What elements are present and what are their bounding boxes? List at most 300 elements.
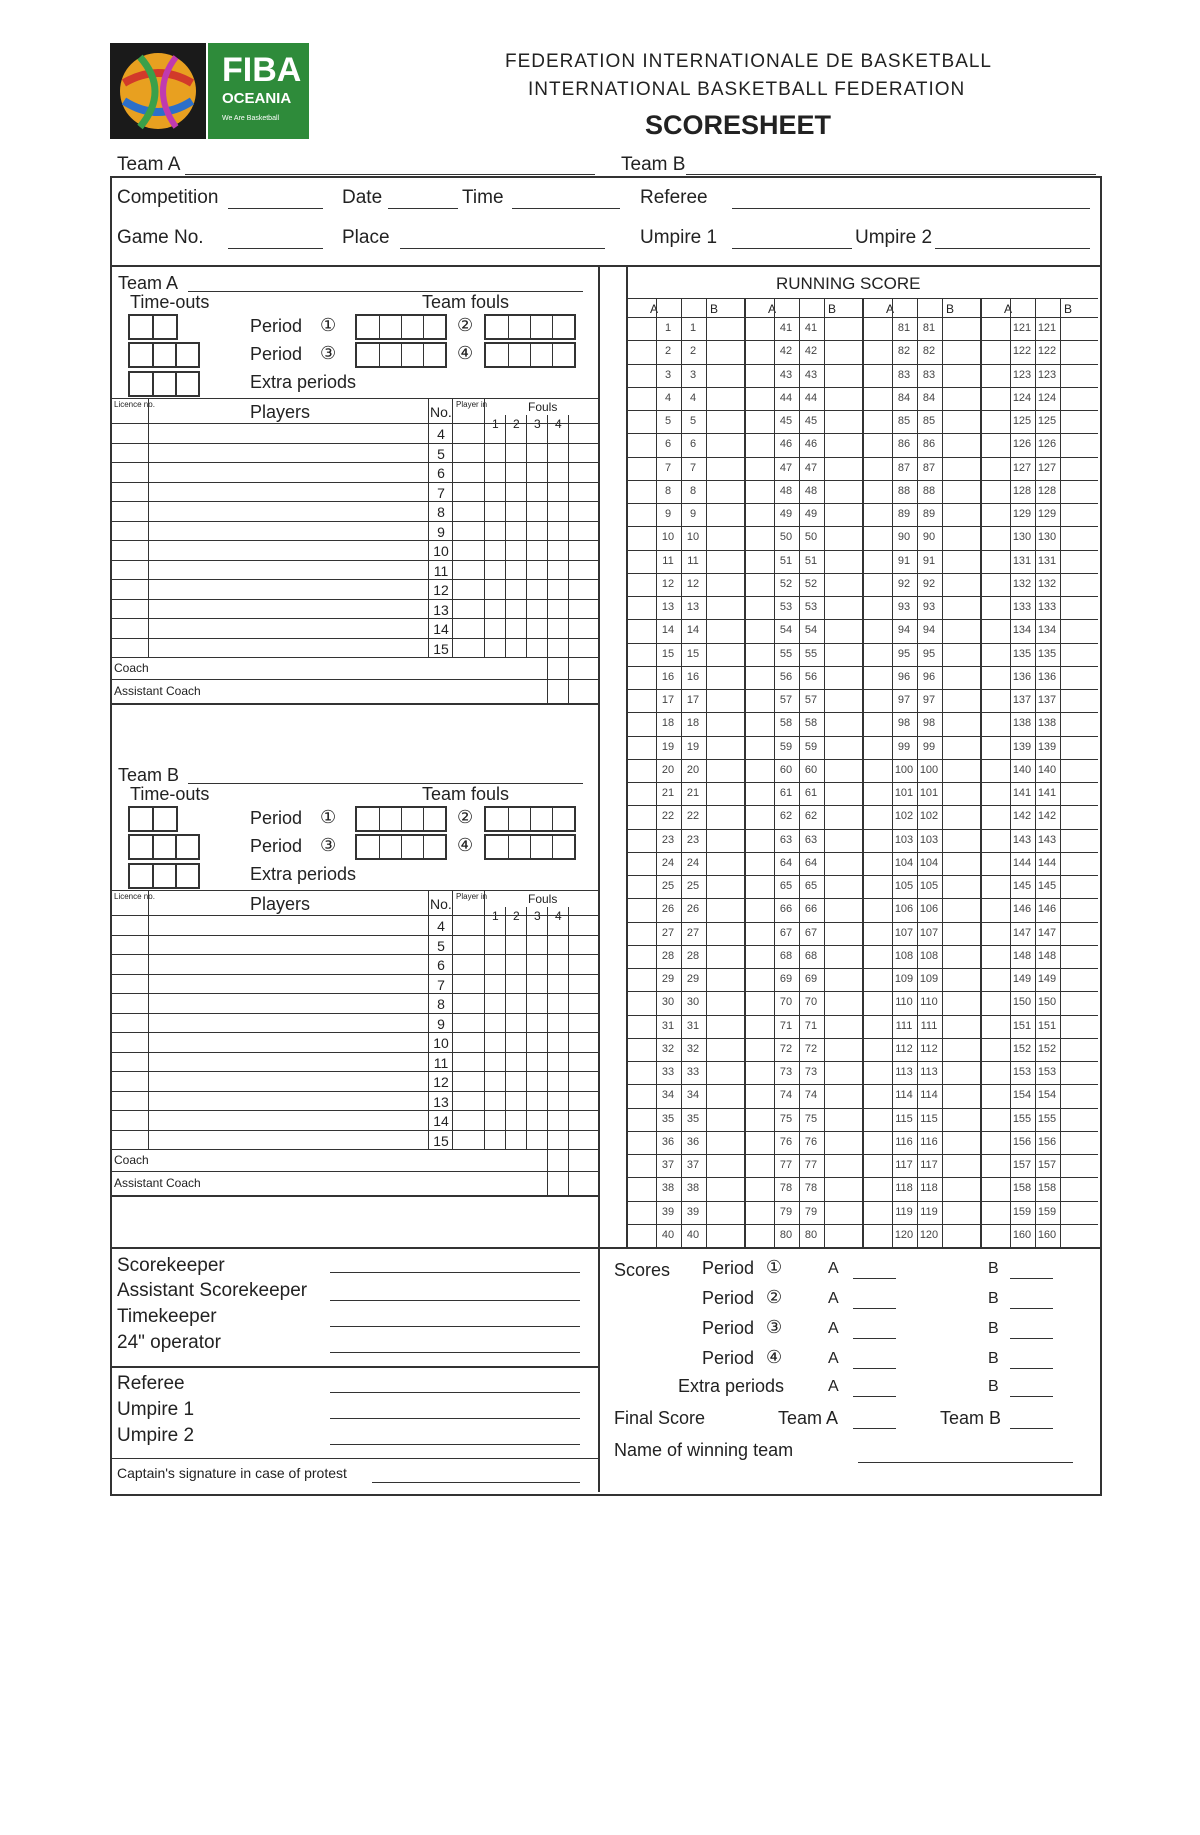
team-b-player-name-cell[interactable]: [150, 1092, 426, 1110]
running-score-cell-b-11[interactable]: 11: [687, 554, 699, 567]
running-score-cell-a-150[interactable]: 150: [1012, 996, 1032, 1009]
running-score-cell-a-106[interactable]: 106: [894, 903, 914, 916]
team-a-player-name-cell[interactable]: [150, 424, 426, 442]
running-score-cell-a-91[interactable]: 91: [897, 554, 911, 567]
running-score-cell-b-152[interactable]: 152: [1037, 1042, 1057, 1055]
running-score-cell-b-13[interactable]: 13: [686, 601, 700, 613]
running-score-cell-b-38[interactable]: 38: [686, 1182, 700, 1195]
running-score-cell-a-19[interactable]: 19: [661, 740, 675, 753]
team-a-player-name-cell[interactable]: [150, 600, 426, 618]
running-score-cell-a-60[interactable]: 60: [779, 763, 793, 776]
running-score-cell-a-22[interactable]: 22: [661, 810, 675, 823]
timekeeper-field[interactable]: [330, 1326, 580, 1327]
running-score-cell-b-120[interactable]: 120: [919, 1228, 939, 1241]
game-no-field[interactable]: [228, 248, 323, 249]
running-score-cell-a-100[interactable]: 100: [894, 763, 914, 776]
running-score-cell-b-123[interactable]: 123: [1037, 368, 1057, 381]
captain-field[interactable]: [372, 1482, 580, 1483]
team-b-team-fouls-period-4[interactable]: [484, 834, 576, 860]
team-a-player-name-cell[interactable]: [150, 561, 426, 579]
running-score-cell-b-76[interactable]: 76: [804, 1135, 818, 1148]
running-score-cell-a-11[interactable]: 11: [662, 554, 674, 567]
running-score-cell-b-9[interactable]: 9: [689, 508, 697, 520]
running-score-cell-b-16[interactable]: 16: [686, 670, 700, 683]
running-score-cell-b-101[interactable]: 101: [919, 787, 939, 799]
running-score-cell-a-72[interactable]: 72: [779, 1042, 793, 1055]
running-score-cell-b-143[interactable]: 143: [1037, 833, 1057, 846]
running-score-cell-a-128[interactable]: 128: [1012, 484, 1032, 497]
running-score-cell-b-127[interactable]: 127: [1037, 461, 1057, 474]
umpire1-top-field[interactable]: [732, 248, 852, 249]
running-score-cell-a-34[interactable]: 34: [661, 1089, 675, 1102]
running-score-cell-b-100[interactable]: 100: [919, 763, 939, 776]
running-score-cell-b-33[interactable]: 33: [686, 1066, 700, 1078]
running-score-cell-a-52[interactable]: 52: [779, 577, 793, 590]
running-score-cell-b-64[interactable]: 64: [804, 856, 818, 869]
running-score-cell-a-154[interactable]: 154: [1012, 1089, 1032, 1102]
running-score-cell-a-84[interactable]: 84: [897, 391, 911, 404]
running-score-cell-b-54[interactable]: 54: [804, 624, 818, 637]
team-b-player-name-cell[interactable]: [150, 1053, 426, 1071]
running-score-cell-a-129[interactable]: 129: [1012, 508, 1032, 520]
running-score-cell-b-103[interactable]: 103: [919, 833, 939, 846]
running-score-cell-a-13[interactable]: 13: [661, 601, 675, 613]
running-score-cell-a-136[interactable]: 136: [1012, 670, 1032, 683]
running-score-cell-b-145[interactable]: 145: [1037, 880, 1057, 892]
running-score-cell-b-7[interactable]: 7: [689, 461, 697, 474]
running-score-cell-b-157[interactable]: 157: [1037, 1159, 1057, 1171]
team-a-player-name-cell[interactable]: [150, 444, 426, 462]
running-score-cell-b-19[interactable]: 19: [686, 740, 700, 753]
running-score-cell-a-59[interactable]: 59: [779, 740, 793, 753]
running-score-cell-a-8[interactable]: 8: [664, 484, 672, 497]
running-score-cell-b-133[interactable]: 133: [1037, 601, 1057, 613]
running-score-cell-a-23[interactable]: 23: [661, 833, 675, 846]
running-score-cell-b-74[interactable]: 74: [804, 1089, 818, 1102]
running-score-cell-b-116[interactable]: 116: [920, 1135, 938, 1148]
running-score-cell-a-15[interactable]: 15: [661, 647, 675, 660]
running-score-cell-a-127[interactable]: 127: [1012, 461, 1032, 474]
team-b-player-name-cell[interactable]: [150, 1131, 426, 1149]
team-b-name-line[interactable]: [188, 783, 583, 784]
running-score-cell-a-88[interactable]: 88: [897, 484, 911, 497]
running-score-cell-b-37[interactable]: 37: [686, 1159, 700, 1171]
running-score-cell-b-36[interactable]: 36: [686, 1135, 700, 1148]
team-a-team-fouls-period-3[interactable]: [355, 342, 447, 368]
team-b-player-name-cell[interactable]: [150, 916, 426, 934]
running-score-cell-a-46[interactable]: 46: [779, 438, 793, 451]
running-score-cell-a-153[interactable]: 153: [1012, 1066, 1032, 1078]
running-score-cell-a-10[interactable]: 10: [661, 531, 675, 544]
running-score-cell-a-122[interactable]: 122: [1012, 345, 1032, 358]
running-score-cell-a-83[interactable]: 83: [897, 368, 911, 381]
running-score-cell-b-137[interactable]: 137: [1037, 694, 1057, 706]
running-score-cell-a-121[interactable]: 121: [1012, 322, 1032, 334]
running-score-cell-b-87[interactable]: 87: [922, 461, 936, 474]
running-score-cell-b-62[interactable]: 62: [804, 810, 818, 823]
team-a-player-name-cell[interactable]: [150, 483, 426, 501]
running-score-cell-b-139[interactable]: 139: [1037, 740, 1057, 753]
running-score-cell-b-144[interactable]: 144: [1037, 856, 1057, 869]
running-score-cell-a-7[interactable]: 7: [664, 461, 672, 474]
running-score-cell-a-109[interactable]: 109: [894, 973, 914, 985]
scores-a-field-2[interactable]: [853, 1308, 896, 1309]
running-score-cell-b-104[interactable]: 104: [919, 856, 939, 869]
running-score-cell-a-5[interactable]: 5: [664, 415, 672, 427]
running-score-cell-a-54[interactable]: 54: [779, 624, 793, 637]
running-score-cell-b-17[interactable]: 17: [686, 694, 700, 706]
running-score-cell-a-47[interactable]: 47: [779, 461, 793, 474]
running-score-cell-b-60[interactable]: 60: [804, 763, 818, 776]
running-score-cell-b-142[interactable]: 142: [1037, 810, 1057, 823]
time-field[interactable]: [512, 208, 620, 209]
running-score-cell-b-148[interactable]: 148: [1037, 949, 1057, 962]
referee-field[interactable]: [330, 1392, 580, 1393]
running-score-cell-b-27[interactable]: 27: [686, 926, 700, 939]
running-score-cell-a-156[interactable]: 156: [1012, 1135, 1032, 1148]
running-score-cell-a-33[interactable]: 33: [661, 1066, 675, 1078]
running-score-cell-a-41[interactable]: 41: [779, 322, 793, 334]
running-score-cell-b-109[interactable]: 109: [919, 973, 939, 985]
running-score-cell-b-159[interactable]: 159: [1037, 1205, 1057, 1218]
running-score-cell-b-95[interactable]: 95: [922, 647, 936, 660]
running-score-cell-a-99[interactable]: 99: [897, 740, 911, 753]
umpire2-field[interactable]: [330, 1444, 580, 1445]
running-score-cell-b-81[interactable]: 81: [922, 322, 936, 334]
running-score-cell-a-20[interactable]: 20: [661, 763, 675, 776]
running-score-cell-b-20[interactable]: 20: [686, 763, 700, 776]
running-score-cell-a-145[interactable]: 145: [1012, 880, 1032, 892]
team-a-player-name-cell[interactable]: [150, 619, 426, 637]
team-b-player-name-cell[interactable]: [150, 955, 426, 973]
running-score-cell-a-155[interactable]: 155: [1012, 1112, 1032, 1125]
running-score-cell-a-151[interactable]: 151: [1012, 1019, 1032, 1032]
running-score-cell-b-35[interactable]: 35: [686, 1112, 700, 1125]
running-score-cell-b-5[interactable]: 5: [689, 415, 697, 427]
running-score-cell-a-159[interactable]: 159: [1012, 1205, 1032, 1218]
umpire1-field[interactable]: [330, 1418, 580, 1419]
running-score-cell-a-78[interactable]: 78: [779, 1182, 793, 1195]
running-score-cell-a-134[interactable]: 134: [1012, 624, 1032, 637]
running-score-cell-a-18[interactable]: 18: [661, 717, 675, 730]
scores-b-field-1[interactable]: [1010, 1278, 1053, 1279]
running-score-cell-a-87[interactable]: 87: [897, 461, 911, 474]
running-score-cell-a-95[interactable]: 95: [897, 647, 911, 660]
date-field[interactable]: [388, 208, 458, 209]
running-score-cell-b-150[interactable]: 150: [1037, 996, 1057, 1009]
running-score-cell-b-138[interactable]: 138: [1037, 717, 1057, 730]
running-score-cell-a-126[interactable]: 126: [1012, 438, 1032, 451]
team-a-timeout-box-1[interactable]: [128, 314, 178, 340]
running-score-cell-a-148[interactable]: 148: [1012, 949, 1032, 962]
running-score-cell-a-146[interactable]: 146: [1012, 903, 1032, 916]
running-score-cell-b-22[interactable]: 22: [686, 810, 700, 823]
running-score-cell-a-90[interactable]: 90: [897, 531, 911, 544]
running-score-cell-a-96[interactable]: 96: [897, 670, 911, 683]
running-score-cell-a-152[interactable]: 152: [1012, 1042, 1032, 1055]
running-score-cell-a-133[interactable]: 133: [1012, 601, 1032, 613]
running-score-cell-b-6[interactable]: 6: [689, 438, 697, 451]
running-score-cell-b-93[interactable]: 93: [922, 601, 936, 613]
running-score-cell-b-70[interactable]: 70: [804, 996, 818, 1009]
running-score-cell-b-126[interactable]: 126: [1037, 438, 1057, 451]
running-score-cell-a-66[interactable]: 66: [779, 903, 793, 916]
running-score-cell-a-140[interactable]: 140: [1012, 763, 1032, 776]
running-score-cell-a-104[interactable]: 104: [894, 856, 914, 869]
running-score-cell-b-154[interactable]: 154: [1037, 1089, 1057, 1102]
running-score-cell-a-68[interactable]: 68: [779, 949, 793, 962]
running-score-cell-b-44[interactable]: 44: [804, 391, 818, 404]
running-score-cell-b-130[interactable]: 130: [1037, 531, 1057, 544]
running-score-cell-a-113[interactable]: 113: [895, 1066, 913, 1078]
running-score-cell-b-21[interactable]: 21: [686, 787, 700, 799]
running-score-cell-a-9[interactable]: 9: [664, 508, 672, 520]
running-score-cell-a-138[interactable]: 138: [1012, 717, 1032, 730]
running-score-cell-a-71[interactable]: 71: [779, 1019, 793, 1032]
running-score-cell-b-2[interactable]: 2: [689, 345, 697, 358]
running-score-cell-a-6[interactable]: 6: [664, 438, 672, 451]
running-score-cell-b-115[interactable]: 115: [920, 1112, 938, 1125]
running-score-cell-a-108[interactable]: 108: [894, 949, 914, 962]
team-b-team-fouls-period-3[interactable]: [355, 834, 447, 860]
running-score-cell-b-84[interactable]: 84: [922, 391, 936, 404]
team-b-timeout-box-3[interactable]: [128, 863, 200, 889]
running-score-cell-a-124[interactable]: 124: [1012, 391, 1032, 404]
running-score-cell-b-158[interactable]: 158: [1037, 1182, 1057, 1195]
running-score-cell-b-28[interactable]: 28: [686, 949, 700, 962]
team-b-timeout-box-2[interactable]: [128, 834, 200, 860]
running-score-cell-a-4[interactable]: 4: [664, 391, 672, 404]
running-score-cell-a-43[interactable]: 43: [779, 368, 793, 381]
assistant-scorekeeper-field[interactable]: [330, 1300, 580, 1301]
running-score-cell-a-119[interactable]: 119: [895, 1205, 913, 1218]
running-score-cell-b-3[interactable]: 3: [689, 368, 697, 381]
team-b-team-fouls-period-2[interactable]: [484, 806, 576, 832]
running-score-cell-b-82[interactable]: 82: [922, 345, 936, 358]
running-score-cell-b-134[interactable]: 134: [1037, 624, 1057, 637]
running-score-cell-b-56[interactable]: 56: [804, 670, 818, 683]
running-score-cell-a-112[interactable]: 112: [895, 1042, 913, 1055]
running-score-cell-a-105[interactable]: 105: [894, 880, 914, 892]
team-b-player-name-cell[interactable]: [150, 994, 426, 1012]
running-score-cell-b-80[interactable]: 80: [804, 1228, 818, 1241]
running-score-cell-a-61[interactable]: 61: [779, 787, 793, 799]
running-score-cell-a-44[interactable]: 44: [779, 391, 793, 404]
running-score-cell-b-23[interactable]: 23: [686, 833, 700, 846]
running-score-cell-a-97[interactable]: 97: [897, 694, 911, 706]
running-score-cell-b-156[interactable]: 156: [1037, 1135, 1057, 1148]
running-score-cell-b-42[interactable]: 42: [804, 345, 818, 358]
running-score-cell-b-26[interactable]: 26: [686, 903, 700, 916]
team-b-player-name-cell[interactable]: [150, 1014, 426, 1032]
running-score-cell-a-58[interactable]: 58: [779, 717, 793, 730]
running-score-cell-a-147[interactable]: 147: [1012, 926, 1032, 939]
team-a-timeout-box-3[interactable]: [128, 371, 200, 397]
team-a-team-fouls-period-4[interactable]: [484, 342, 576, 368]
running-score-cell-b-30[interactable]: 30: [686, 996, 700, 1009]
running-score-cell-b-105[interactable]: 105: [919, 880, 939, 892]
running-score-cell-b-102[interactable]: 102: [919, 810, 939, 823]
running-score-cell-a-45[interactable]: 45: [779, 415, 793, 427]
running-score-cell-a-101[interactable]: 101: [894, 787, 914, 799]
running-score-cell-a-37[interactable]: 37: [661, 1159, 675, 1171]
running-score-cell-b-41[interactable]: 41: [804, 322, 818, 334]
running-score-cell-a-12[interactable]: 12: [661, 577, 675, 590]
running-score-cell-a-93[interactable]: 93: [897, 601, 911, 613]
running-score-cell-b-94[interactable]: 94: [922, 624, 936, 637]
running-score-cell-b-48[interactable]: 48: [804, 484, 818, 497]
running-score-cell-b-117[interactable]: 117: [920, 1159, 938, 1171]
scores-b-field-3[interactable]: [1010, 1338, 1053, 1339]
running-score-cell-a-53[interactable]: 53: [779, 601, 793, 613]
running-score-cell-b-15[interactable]: 15: [686, 647, 700, 660]
team-a-name-line[interactable]: [188, 291, 583, 292]
running-score-cell-a-36[interactable]: 36: [661, 1135, 675, 1148]
running-score-cell-a-139[interactable]: 139: [1012, 740, 1032, 753]
running-score-cell-b-83[interactable]: 83: [922, 368, 936, 381]
running-score-cell-a-24[interactable]: 24: [661, 856, 675, 869]
running-score-cell-b-14[interactable]: 14: [686, 624, 700, 637]
running-score-cell-b-1[interactable]: 1: [689, 322, 697, 334]
running-score-cell-a-26[interactable]: 26: [661, 903, 675, 916]
running-score-cell-b-118[interactable]: 118: [920, 1182, 938, 1195]
running-score-cell-b-91[interactable]: 91: [922, 554, 936, 567]
running-score-cell-b-47[interactable]: 47: [804, 461, 818, 474]
running-score-cell-a-30[interactable]: 30: [661, 996, 675, 1009]
running-score-cell-b-32[interactable]: 32: [686, 1042, 700, 1055]
running-score-cell-b-4[interactable]: 4: [689, 391, 697, 404]
running-score-cell-b-85[interactable]: 85: [922, 415, 936, 427]
running-score-cell-b-39[interactable]: 39: [686, 1205, 700, 1218]
running-score-cell-a-50[interactable]: 50: [779, 531, 793, 544]
team-b-team-fouls-period-1[interactable]: [355, 806, 447, 832]
scores-b-field-4[interactable]: [1010, 1368, 1053, 1369]
running-score-cell-b-31[interactable]: 31: [686, 1019, 700, 1032]
running-score-cell-b-113[interactable]: 113: [920, 1066, 938, 1078]
scores-a-field-4[interactable]: [853, 1368, 896, 1369]
team-a-player-name-cell[interactable]: [150, 580, 426, 598]
running-score-cell-b-132[interactable]: 132: [1037, 577, 1057, 590]
running-score-cell-b-98[interactable]: 98: [922, 717, 936, 730]
running-score-cell-a-85[interactable]: 85: [897, 415, 911, 427]
running-score-cell-a-42[interactable]: 42: [779, 345, 793, 358]
running-score-cell-b-69[interactable]: 69: [804, 973, 818, 985]
running-score-cell-b-40[interactable]: 40: [686, 1228, 700, 1241]
running-score-cell-b-122[interactable]: 122: [1037, 345, 1057, 358]
running-score-cell-a-132[interactable]: 132: [1012, 577, 1032, 590]
competition-field[interactable]: [228, 208, 323, 209]
running-score-cell-a-110[interactable]: 110: [895, 996, 913, 1009]
running-score-cell-b-125[interactable]: 125: [1037, 415, 1057, 427]
running-score-cell-b-151[interactable]: 151: [1037, 1019, 1057, 1032]
running-score-cell-a-86[interactable]: 86: [897, 438, 911, 451]
running-score-cell-b-50[interactable]: 50: [804, 531, 818, 544]
running-score-cell-b-136[interactable]: 136: [1037, 670, 1057, 683]
running-score-cell-a-39[interactable]: 39: [661, 1205, 675, 1218]
running-score-cell-b-71[interactable]: 71: [804, 1019, 818, 1032]
running-score-cell-a-17[interactable]: 17: [661, 694, 675, 706]
running-score-cell-a-80[interactable]: 80: [779, 1228, 793, 1241]
running-score-cell-b-88[interactable]: 88: [922, 484, 936, 497]
running-score-cell-b-107[interactable]: 107: [919, 926, 939, 939]
running-score-cell-a-27[interactable]: 27: [661, 926, 675, 939]
running-score-cell-b-24[interactable]: 24: [686, 856, 700, 869]
running-score-cell-a-38[interactable]: 38: [661, 1182, 675, 1195]
running-score-cell-a-75[interactable]: 75: [779, 1112, 793, 1125]
running-score-cell-a-143[interactable]: 143: [1012, 833, 1032, 846]
running-score-cell-a-125[interactable]: 125: [1012, 415, 1032, 427]
running-score-cell-a-49[interactable]: 49: [779, 508, 793, 520]
running-score-cell-b-25[interactable]: 25: [686, 880, 700, 892]
running-score-cell-a-111[interactable]: 111: [895, 1019, 913, 1032]
team-a-team-fouls-period-1[interactable]: [355, 314, 447, 340]
running-score-cell-b-160[interactable]: 160: [1037, 1228, 1057, 1241]
running-score-cell-a-31[interactable]: 31: [661, 1019, 675, 1032]
final-team-a-field[interactable]: [853, 1428, 896, 1429]
running-score-cell-b-96[interactable]: 96: [922, 670, 936, 683]
winning-team-field[interactable]: [858, 1462, 1073, 1463]
running-score-cell-a-62[interactable]: 62: [779, 810, 793, 823]
running-score-cell-b-77[interactable]: 77: [804, 1159, 818, 1171]
running-score-cell-a-92[interactable]: 92: [897, 577, 911, 590]
running-score-cell-b-43[interactable]: 43: [804, 368, 818, 381]
running-score-cell-b-153[interactable]: 153: [1037, 1066, 1057, 1078]
running-score-cell-b-149[interactable]: 149: [1037, 973, 1057, 985]
running-score-cell-b-140[interactable]: 140: [1037, 763, 1057, 776]
scores-extra-b-field[interactable]: [1010, 1396, 1053, 1397]
running-score-cell-a-102[interactable]: 102: [894, 810, 914, 823]
running-score-cell-b-131[interactable]: 131: [1037, 554, 1057, 567]
team-b-player-name-cell[interactable]: [150, 1072, 426, 1090]
running-score-cell-a-25[interactable]: 25: [661, 880, 675, 892]
running-score-cell-a-141[interactable]: 141: [1012, 787, 1032, 799]
running-score-cell-b-92[interactable]: 92: [922, 577, 936, 590]
team-b-player-name-cell[interactable]: [150, 936, 426, 954]
scores-b-field-2[interactable]: [1010, 1308, 1053, 1309]
running-score-cell-b-67[interactable]: 67: [804, 926, 818, 939]
running-score-cell-a-77[interactable]: 77: [779, 1159, 793, 1171]
running-score-cell-a-123[interactable]: 123: [1012, 368, 1032, 381]
running-score-cell-a-48[interactable]: 48: [779, 484, 793, 497]
running-score-cell-b-55[interactable]: 55: [804, 647, 818, 660]
running-score-cell-a-157[interactable]: 157: [1012, 1159, 1032, 1171]
operator-field[interactable]: [330, 1352, 580, 1353]
running-score-cell-b-86[interactable]: 86: [922, 438, 936, 451]
running-score-cell-a-79[interactable]: 79: [779, 1205, 793, 1218]
team-a-player-name-cell[interactable]: [150, 541, 426, 559]
scores-a-field-3[interactable]: [853, 1338, 896, 1339]
running-score-cell-a-158[interactable]: 158: [1012, 1182, 1032, 1195]
team-b-player-name-cell[interactable]: [150, 1111, 426, 1129]
running-score-cell-a-70[interactable]: 70: [779, 996, 793, 1009]
running-score-cell-a-131[interactable]: 131: [1012, 554, 1032, 567]
running-score-cell-b-68[interactable]: 68: [804, 949, 818, 962]
running-score-cell-b-12[interactable]: 12: [686, 577, 700, 590]
running-score-cell-a-21[interactable]: 21: [661, 787, 675, 799]
running-score-cell-b-18[interactable]: 18: [686, 717, 700, 730]
running-score-cell-a-116[interactable]: 116: [895, 1135, 913, 1148]
scorekeeper-field[interactable]: [330, 1272, 580, 1273]
running-score-cell-b-53[interactable]: 53: [804, 601, 818, 613]
running-score-cell-b-110[interactable]: 110: [920, 996, 938, 1009]
running-score-cell-a-149[interactable]: 149: [1012, 973, 1032, 985]
final-team-b-field[interactable]: [1010, 1428, 1053, 1429]
running-score-cell-a-76[interactable]: 76: [779, 1135, 793, 1148]
running-score-cell-a-2[interactable]: 2: [664, 345, 672, 358]
running-score-cell-a-28[interactable]: 28: [661, 949, 675, 962]
running-score-cell-b-45[interactable]: 45: [804, 415, 818, 427]
scores-extra-a-field[interactable]: [853, 1396, 896, 1397]
